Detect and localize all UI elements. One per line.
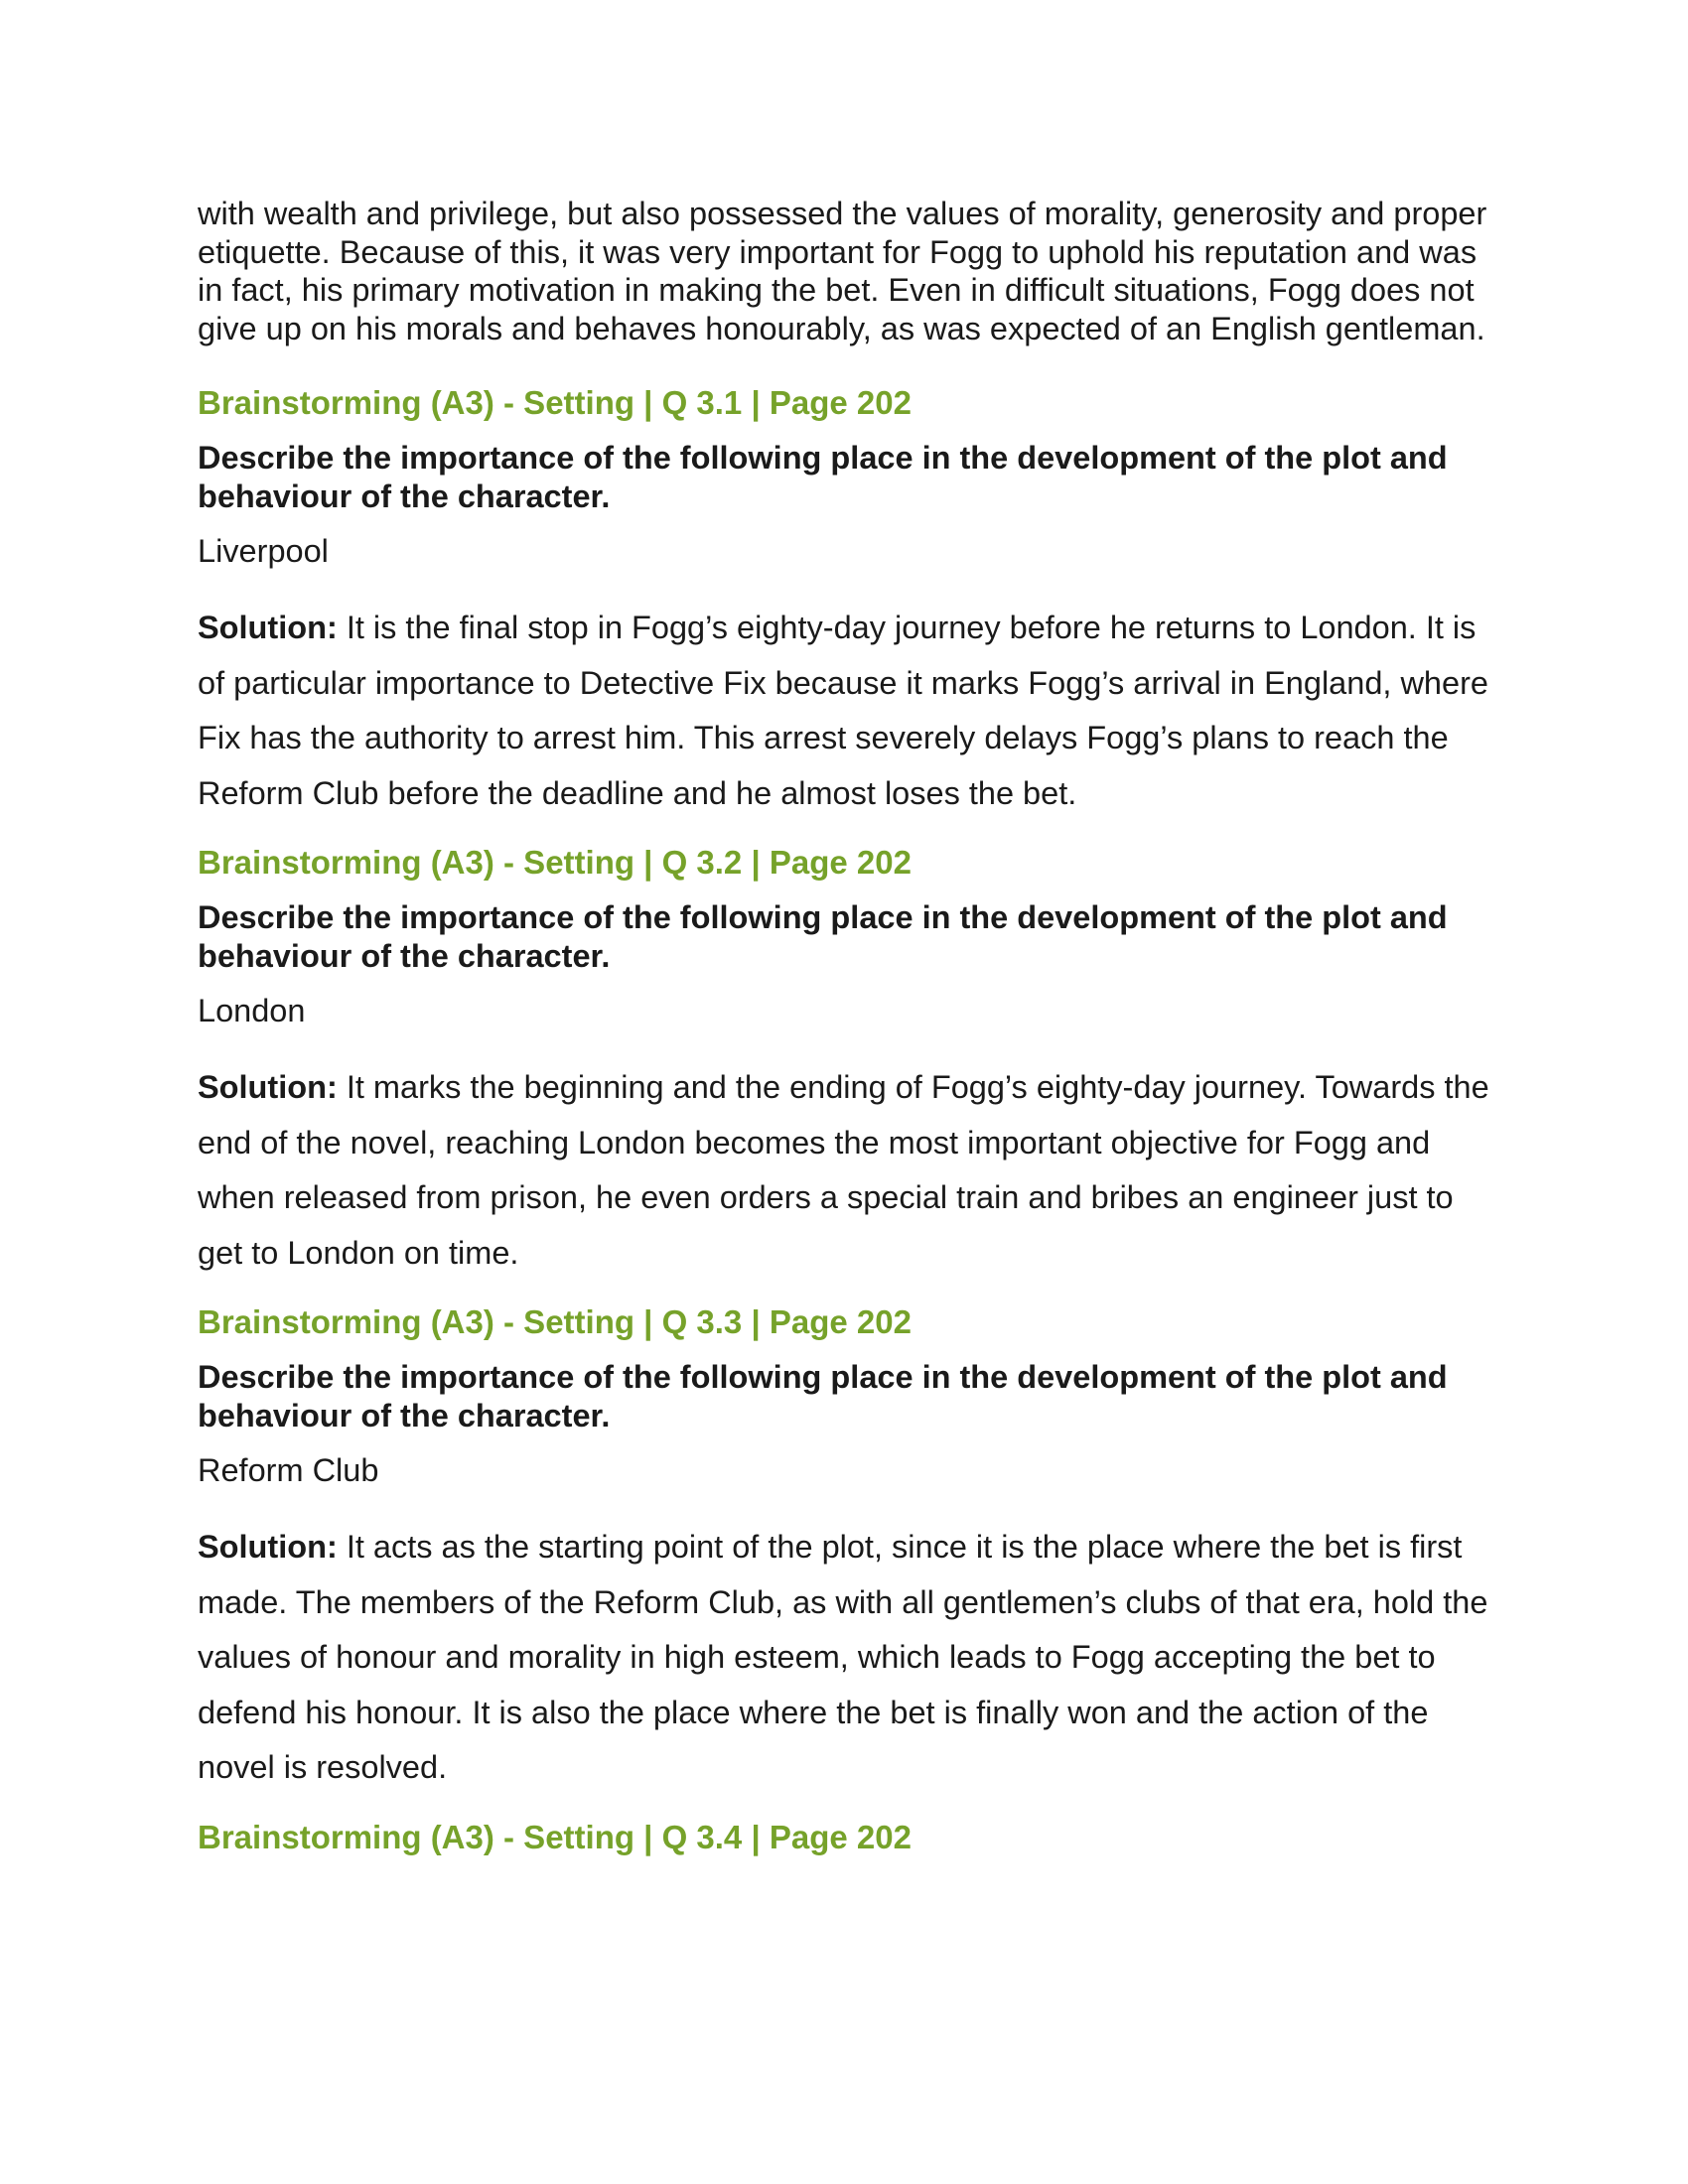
solution-text: It acts as the starting point of the plot, since it is the place where the bet is first made. The members of the Reform Club, as with all gentlemen’s clubs of that era, hold the values of honour and morality in high esteem, which leads to Fogg accepting the bet to defend his honour. It is also the place where the bet is finally won and the action of the novel is resolved. xyxy=(198,1529,1488,1785)
solution-paragraph xyxy=(198,1520,1498,1796)
section-heading: Brainstorming (A3) - Setting | Q 3.4 | Page 202 xyxy=(198,1818,912,1855)
solution-paragraph xyxy=(198,601,1498,821)
section-heading: Brainstorming (A3) - Setting | Q 3.1 | Page 202 xyxy=(198,384,912,421)
place-name: Liverpool xyxy=(198,533,329,569)
intro-paragraph: with wealth and privilege, but also possessed the values of morality, generosity and proper etiquette. Because of this, it was very important for Fogg to uphold his reputation and was in fact, his primary motivation in making the bet. Even in difficult situations, Fogg does not give up on his morals and behaves honourably, as was expected of an English gentleman. xyxy=(198,196,1487,346)
solution-label: Solution: xyxy=(198,1069,338,1105)
section-q3-1 xyxy=(198,383,1498,821)
question-text: Describe the importance of the following place in the development of the plot and behaviour of the character. xyxy=(198,1359,1448,1433)
place-name: Reform Club xyxy=(198,1452,379,1488)
solution-label: Solution: xyxy=(198,1529,338,1565)
solution-text: It is the final stop in Fogg’s eighty-day journey before he returns to London. It is of particular importance to Detective Fix because it marks Fogg’s arrival in England, where Fix has the authority to arrest him. This arrest severely delays Fogg’s plans to reach the Reform Club before the deadline and he almost loses the bet. xyxy=(198,610,1488,811)
section-heading: Brainstorming (A3) - Setting | Q 3.2 | Page 202 xyxy=(198,844,912,881)
question-text: Describe the importance of the following place in the development of the plot and behaviour of the character. xyxy=(198,899,1448,974)
section-q3-3 xyxy=(198,1302,1498,1796)
page-content xyxy=(198,195,1498,1873)
solution-label: Solution: xyxy=(198,610,338,645)
question-text: Describe the importance of the following place in the development of the plot and behaviour of the character. xyxy=(198,440,1448,514)
solution-paragraph xyxy=(198,1060,1498,1281)
place-name: London xyxy=(198,993,306,1028)
section-q3-4 xyxy=(198,1818,1498,1857)
solution-text: It marks the beginning and the ending of Fogg’s eighty-day journey. Towards the end of the novel, reaching London becomes the most important objective for Fogg and when released from prison, he even orders a special train and bribes an engineer just to get to London on time. xyxy=(198,1069,1489,1271)
section-q3-2 xyxy=(198,843,1498,1281)
section-heading: Brainstorming (A3) - Setting | Q 3.3 | Page 202 xyxy=(198,1303,912,1340)
